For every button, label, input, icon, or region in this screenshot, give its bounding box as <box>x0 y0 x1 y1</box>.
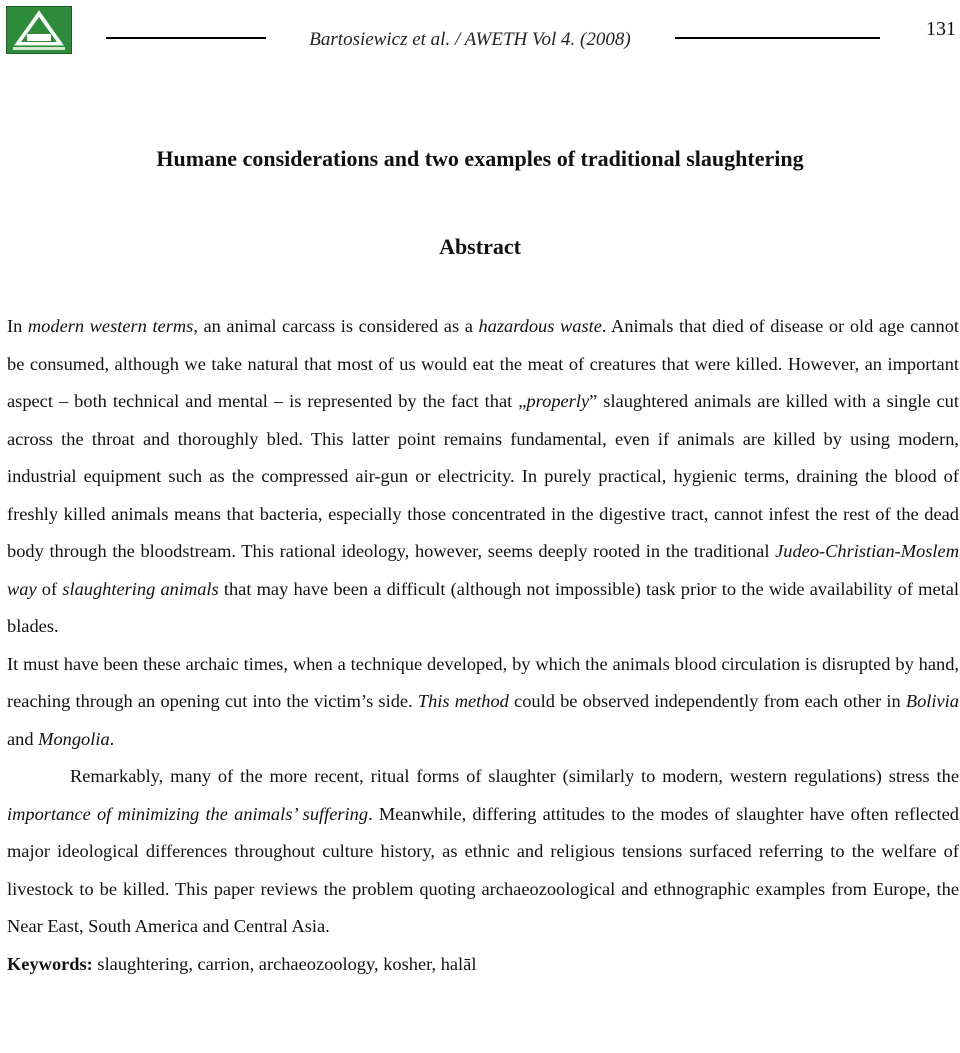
text-run: and <box>7 728 39 749</box>
abstract-paragraph-1 <box>7 308 959 646</box>
text-run: of <box>36 578 63 599</box>
page-number: 131 <box>926 18 956 40</box>
text-run: ” slaughtered animals are killed with a single cut across the throat and thoroughly bled. This latter point remains fundamental, even if animals are killed by using modern, industrial equipment such as the compressed air-gun or electricity. In purely practical, hygienic terms, draining the blood of freshly killed animals means that bacteria, especially those concentrated in the digestive tract, cannot infest the rest of the dead body through the bloodstream. This rational ideology, however, seems deeply rooted in the traditional <box>7 391 959 561</box>
running-head: Bartosiewicz et al. / AWETH Vol 4. (2008) <box>309 29 631 50</box>
text-run: . <box>109 728 115 749</box>
italic-run: properly <box>526 391 590 411</box>
abstract-paragraph-2 <box>7 646 959 759</box>
italic-run: importance of minimizing the animals’ suffering <box>7 803 369 824</box>
text-run: . Meanwhile, differing attitudes to the modes of slaughter have often reflected major ideological differences throughout culture history, as ethnic and religious tensions surfaced referring to the welfare of livestock to be killed. This paper reviews the problem quoting archaeozoological and ethnographic examples from Europe, the Near East, South America and Central Asia. <box>7 803 959 936</box>
text-run: . Animals that died of disease or old age cannot be consumed, although we take natural that most of us would eat the meat of creatures that were killed. However, an important aspect – both technical and mental – is represented by the fact that „ <box>7 316 960 411</box>
journal-logo <box>6 6 72 54</box>
text-run: could be observed independently from each other in <box>508 691 906 711</box>
italic-run: This method <box>417 691 509 711</box>
italic-run: Bolivia <box>905 691 959 711</box>
abstract-body <box>7 308 959 983</box>
italic-run: slaughtering animals <box>62 578 219 599</box>
italic-run: modern western terms <box>27 316 194 336</box>
header-rule-right <box>675 37 880 39</box>
abstract-paragraph-3 <box>7 758 959 946</box>
text-run: Remarkably, many of the more recent, ritual forms of slaughter (similarly to modern, western regulations) stress the <box>70 766 959 786</box>
paper-title: Humane considerations and two examples of traditional slaughtering <box>156 146 804 171</box>
italic-run: Mongolia <box>38 728 110 749</box>
abstract-heading: Abstract <box>439 234 521 259</box>
text-run: that may have been a difficult (although not impossible) task prior to the wide availability of metal blades. <box>7 578 960 636</box>
text-run: It must have been these archaic times, when a technique developed, by which the animals blood circulation is disrupted by hand, reaching through an opening cut into the victim’s side. <box>7 653 959 711</box>
text-run: In <box>7 316 28 336</box>
text-run: , an animal carcass is considered as a <box>193 316 479 336</box>
keywords-label: Keywords: <box>7 953 93 974</box>
italic-run: Judeo-Christian-Moslem way <box>7 541 959 599</box>
keywords-text: slaughtering, carrion, archaeozoology, kosher, halāl <box>92 953 477 974</box>
header-rule-left <box>106 37 266 39</box>
keywords-line <box>7 946 959 984</box>
italic-run: hazardous waste <box>478 316 602 336</box>
